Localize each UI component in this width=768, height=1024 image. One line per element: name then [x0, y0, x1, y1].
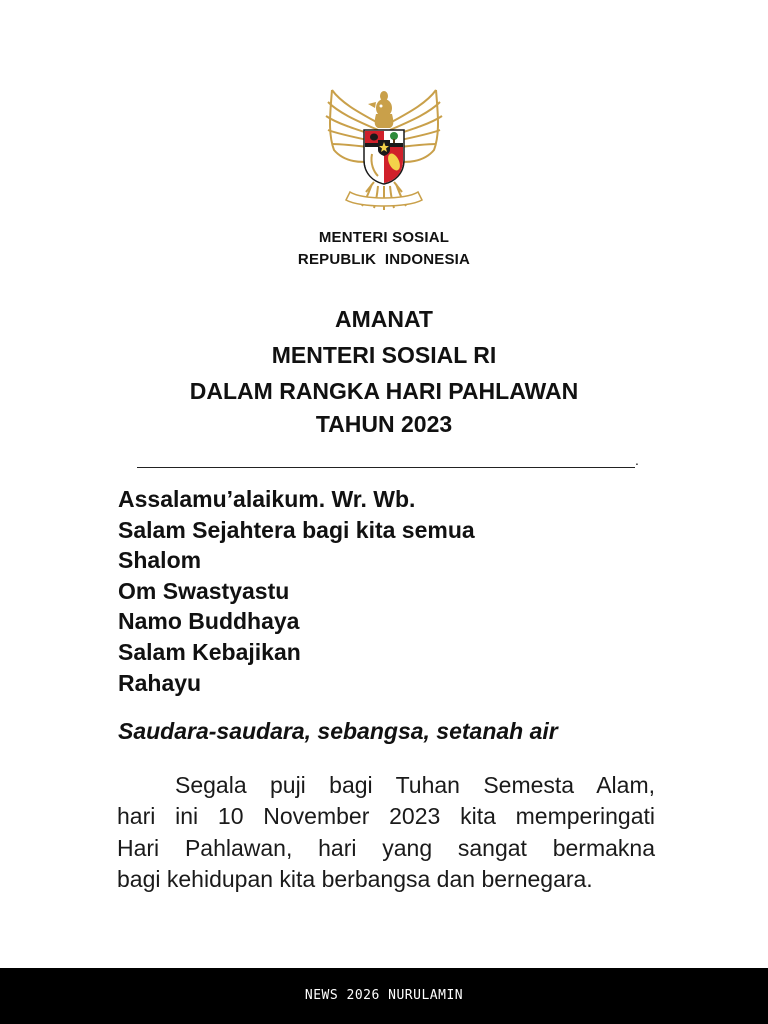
- greeting-line: Om Swastyastu: [118, 578, 290, 604]
- title-line-1: AMANAT: [335, 306, 433, 332]
- paragraph-line: hari ini 10 November 2023 kita memperingati: [117, 803, 655, 829]
- greeting-line: Salam Kebajikan: [118, 639, 301, 665]
- greeting-line: Shalom: [118, 547, 202, 573]
- greeting-line: Salam Sejahtera bagi kita semua: [118, 517, 475, 543]
- letterhead-line-2: REPUBLIK INDONESIA: [297, 251, 471, 268]
- title-line-4: TAHUN 2023: [315, 411, 453, 437]
- garuda-emblem-icon: [322, 84, 446, 216]
- address-heading: Saudara-saudara, sebangsa, setanah air: [118, 718, 558, 744]
- greeting-line: Namo Buddhaya: [118, 608, 300, 634]
- footer-bar: [0, 968, 768, 1024]
- title-line-2: MENTERI SOSIAL RI: [271, 342, 497, 368]
- greeting-line: Rahayu: [118, 670, 202, 696]
- title-line-3: DALAM RANGKA HARI PAHLAWAN: [189, 378, 579, 404]
- paragraph-line: Hari Pahlawan, hari yang sangat bermakna: [117, 835, 655, 861]
- paragraph-line: Segala puji bagi Tuhan Semesta Alam,: [175, 772, 655, 798]
- separator-rule: [137, 467, 635, 468]
- footer-watermark: NEWS 2026 NURULAMIN: [304, 988, 464, 1003]
- greeting-line: Assalamu’alaikum. Wr. Wb.: [118, 486, 416, 512]
- separator-dot: .: [635, 452, 639, 468]
- paragraph-line: bagi kehidupan kita berbangsa dan bernegara.: [117, 866, 593, 892]
- letterhead-line-1: MENTERI SOSIAL: [318, 229, 450, 246]
